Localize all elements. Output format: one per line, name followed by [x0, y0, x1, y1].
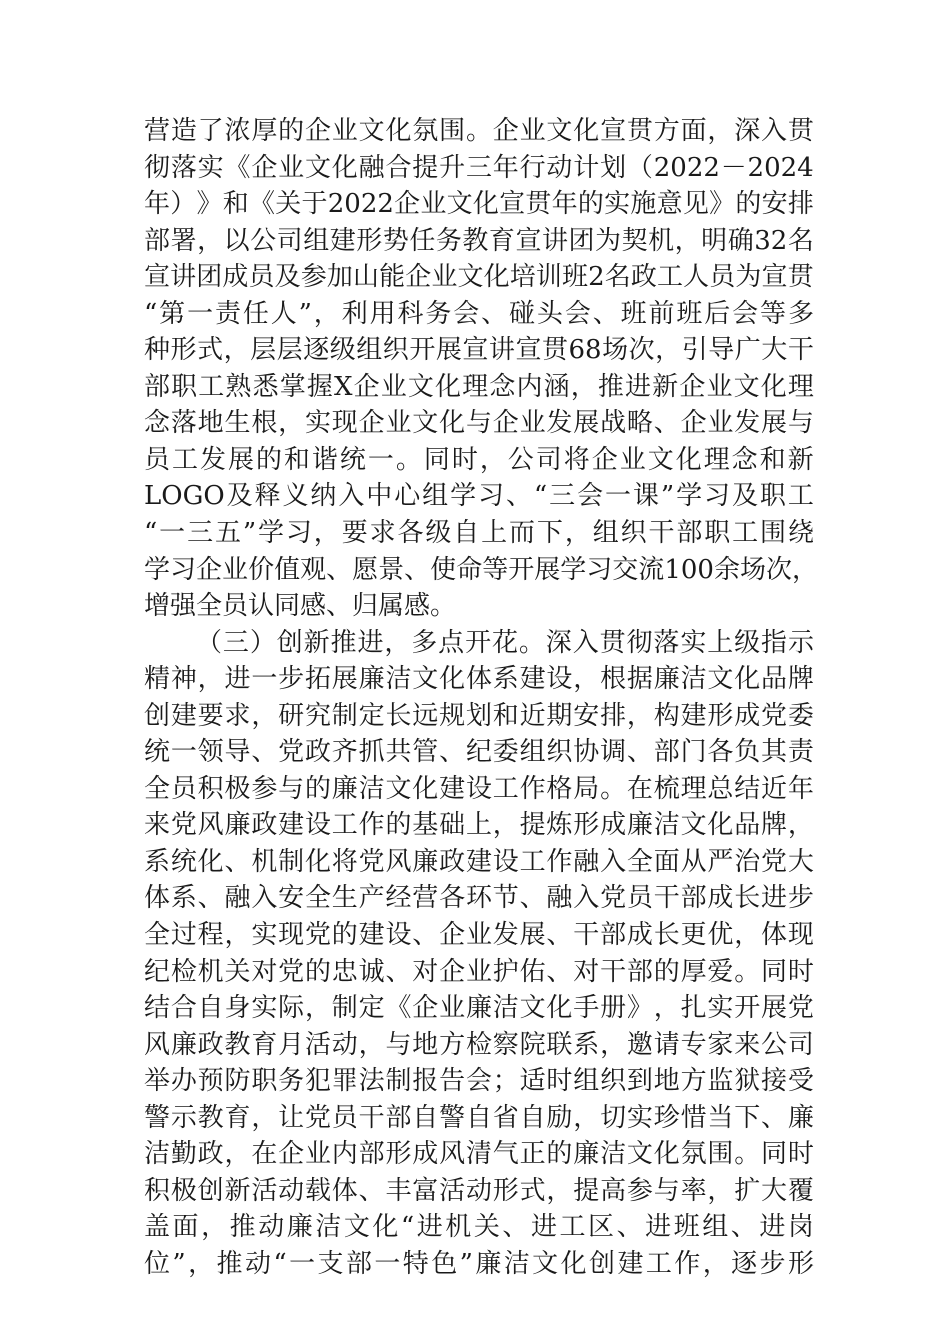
paragraph-start-line: （ 三 ） 创 新 推 进 ， 多 点 开 花 。 深 入 贯 彻 落 实 上 级 指 示 — [196, 627, 814, 658]
text-line: 警 示 教 育 ， 让 党 员 干 部 自 警 自 省 自 励 ， 切 实 珍 惜 当 下 、 廉 — [144, 1102, 814, 1133]
text-line: 风 廉 政 教 育 月 活 动 ， 与 地 方 检 察 院 联 系 ， 邀 请 专 家 来 公 司 — [144, 1029, 814, 1060]
text-line: 部 署 ， 以 公 司 组 建 形 势 任 务 教 育 宣 讲 团 为 契 机 ， 明 确 32 名 — [144, 225, 814, 256]
text-line: “ 第 一 责 任 人 ” ， 利 用 科 务 会 、 碰 头 会 、 班 前 班 后 会 等 多 — [144, 298, 814, 329]
text-line: LOGO 及 释 义 纳 入 中 心 组 学 习 、 “ 三 会 一 课 ” 学 习 及 职 工 — [144, 481, 814, 512]
text-line: 积 极 创 新 活 动 载 体 、 丰 富 活 动 形 式 ， 提 高 参 与 率 ， 扩 大 覆 — [144, 1175, 814, 1206]
text-line: 种 形 式 ， 层 层 逐 级 组 织 开 展 宣 讲 宣 贯 68 场 次 ， 引 导 广 大 干 — [144, 335, 814, 366]
text-line: 增强全员认同感、归属感。 — [144, 591, 457, 622]
text-line: 体 系 、 融 入 安 全 生 产 经 营 各 环 节 、 融 入 党 员 干 部 成 长 进 步 — [144, 883, 814, 914]
text-line: 举 办 预 防 职 务 犯 罪 法 制 报 告 会 ； 适 时 组 织 到 地 方 监 狱 接 受 — [144, 1066, 814, 1097]
text-line: 宣 讲 团 成 员 及 参 加 山 能 企 业 文 化 培 训 班 2 名 政 工 人 员 为 宣 贯 — [144, 262, 814, 293]
text-line: 盖 面 ， 推 动 廉 洁 文 化 “ 进 机 关 、 进 工 区 、 进 班 组 、 进 岗 — [144, 1212, 814, 1243]
text-line: 精 神 ， 进 一 步 拓 展 廉 洁 文 化 体 系 建 设 ， 根 据 廉 洁 文 化 品 牌 — [144, 664, 814, 695]
text-line: 彻 落 实 《 企 业 文 化 融 合 提 升 三 年 行 动 计 划 （ 2022 － 2024 — [144, 152, 814, 183]
text-line: 全 过 程 ， 实 现 党 的 建 设 、 企 业 发 展 、 干 部 成 长 更 优 ， 体 现 — [144, 920, 814, 951]
text-line: “ 一 三 五 ” 学 习 ， 要 求 各 级 自 上 而 下 ， 组 织 干 部 职 工 围 绕 — [144, 518, 814, 549]
text-line: 纪 检 机 关 对 党 的 忠 诚 、 对 企 业 护 佑 、 对 干 部 的 厚 爱 。 同 时 — [144, 956, 814, 987]
text-line: 部 职 工 熟 悉 掌 握 X 企 业 文 化 理 念 内 涵 ， 推 进 新 企 业 文 化 理 — [144, 371, 814, 402]
text-line: 念 落 地 生 根 ， 实 现 企 业 文 化 与 企 业 发 展 战 略 、 企 业 发 展 与 — [144, 408, 814, 439]
text-line: 创 建 要 求 ， 研 究 制 定 长 远 规 划 和 近 期 安 排 ， 构 建 形 成 党 委 — [144, 700, 814, 731]
text-line: 洁 勤 政 ， 在 企 业 内 部 形 成 风 清 气 正 的 廉 洁 文 化 氛 围 。 同 时 — [144, 1139, 814, 1170]
text-line: 来 党 风 廉 政 建 设 工 作 的 基 础 上 ， 提 炼 形 成 廉 洁 文 化 品 牌 ， — [144, 810, 814, 841]
body-text — [144, 113, 819, 1283]
text-line: 年 ） 》 和 《 关 于 2022 企 业 文 化 宣 贯 年 的 实 施 意 见 》 的 安 排 — [144, 189, 814, 220]
text-line: 统 一 领 导 、 党 政 齐 抓 共 管 、 纪 委 组 织 协 调 、 部 门 各 负 其 责 — [144, 737, 814, 768]
text-line: 结 合 自 身 实 际 ， 制 定 《 企 业 廉 洁 文 化 手 册 》 ， 扎 实 开 展 党 — [144, 993, 814, 1024]
text-line: 全 员 积 极 参 与 的 廉 洁 文 化 建 设 工 作 格 局 。 在 梳 理 总 结 近 年 — [144, 773, 814, 804]
text-line: 位 ” ， 推 动 “ 一 支 部 一 特 色 ” 廉 洁 文 化 创 建 工 作 ， 逐 步 形 — [144, 1248, 814, 1279]
text-line: 学 习 企 业 价 值 观 、 愿 景 、 使 命 等 开 展 学 习 交 流 100 余 场 次 ， — [144, 554, 819, 585]
text-line: 营 造 了 浓 厚 的 企 业 文 化 氛 围 。 企 业 文 化 宣 贯 方 面 ， 深 入 贯 — [144, 116, 814, 146]
text-line: 系 统 化 、 机 制 化 将 党 风 廉 政 建 设 工 作 融 入 全 面 从 严 治 党 大 — [144, 846, 814, 877]
text-line: 员 工 发 展 的 和 谐 统 一 。 同 时 ， 公 司 将 企 业 文 化 理 念 和 新 — [144, 444, 814, 475]
